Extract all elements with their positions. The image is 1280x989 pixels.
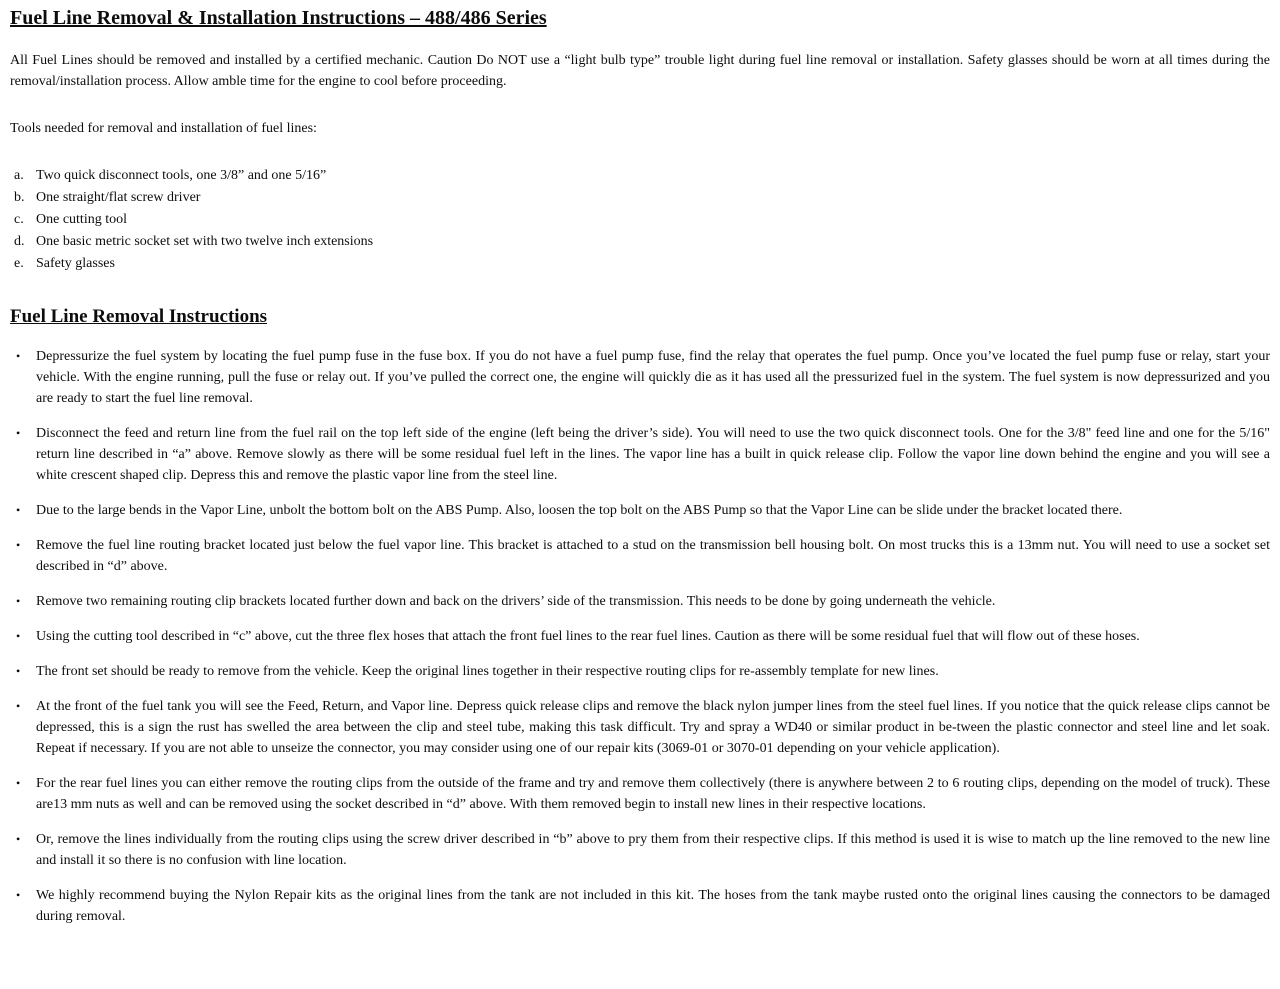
- step-text: Depressurize the fuel system by locating the fuel pump fuse in the fuse box. If you do not have a fuel pump fuse, find the relay that operates the fuel pump. Once you’ve located the fuel pump fuse or relay, start your vehicle. With the engine running, pull the fuse or relay out. If you’ve pulled the correct one, the engine will quickly die as it has used all the pressurized fuel in the system. The fuel system is now depressurized and you are ready to start the fuel line removal.: [36, 349, 1270, 406]
- intro-paragraph: All Fuel Lines should be removed and installed by a certified mechanic. Caution Do NOT use a “light bulb type” trouble light during fuel line removal or installation. Safety glasses should be worn at all times during the removal/installation process. Allow amble time for the engine to cool before proceeding.: [10, 53, 1270, 89]
- section-title: Fuel Line Removal Instructions: [10, 306, 268, 327]
- step-text: The front set should be ready to remove from the vehicle. Keep the original lines together in their respective routing clips for re-assembly template for new lines.: [36, 664, 939, 679]
- bullet-icon: •: [16, 538, 21, 552]
- step-item: [10, 829, 1270, 871]
- tool-marker: a.: [14, 168, 24, 183]
- bullet-icon: •: [16, 594, 21, 608]
- bullet-icon: •: [16, 426, 21, 440]
- tool-marker: d.: [14, 234, 25, 249]
- step-text: For the rear fuel lines you can either remove the routing clips from the outside of the frame and try and remove them collectively (there is anywhere between 2 to 6 routing clips, depending on the model of truck). These are13 mm nuts as well and can be removed using the socket described in “d” above. With them removed begin to install new lines in their respective locations.: [36, 776, 1270, 812]
- step-item: [10, 696, 1270, 759]
- bullet-icon: •: [16, 664, 21, 678]
- tools-intro-paragraph: Tools needed for removal and installation of fuel lines:: [10, 121, 317, 136]
- step-item: [10, 346, 1270, 409]
- bullet-icon: •: [16, 832, 21, 846]
- step-item: [10, 423, 1270, 486]
- tool-item: [10, 187, 1270, 209]
- page-title: Fuel Line Removal & Installation Instructions – 488/486 Series: [10, 7, 547, 29]
- bullet-icon: •: [16, 349, 21, 363]
- tool-item: [10, 165, 1270, 187]
- tools-list: [10, 165, 1270, 275]
- step-text: Disconnect the feed and return line from the fuel rail on the top left side of the engine (left being the driver’s side). You will need to use the two quick disconnect tools. One for the 3/8" feed line and one for the 5/16" return line described in “a” above. Remove slowly as there will be some residual fuel left in the lines. The vapor line has a built in quick release clip. Follow the vapor line down behind the engine and you will see a white crescent shaped clip. Depress this and remove the plastic vapor line from the steel line.: [36, 426, 1270, 483]
- step-text: Using the cutting tool described in “c” above, cut the three flex hoses that attach the front fuel lines to the rear fuel lines. Caution as there will be some residual fuel that will flow out of these hoses.: [36, 629, 1140, 644]
- tool-text: Two quick disconnect tools, one 3/8” and one 5/16”: [36, 168, 327, 183]
- step-item: [10, 885, 1270, 927]
- step-text: Remove the fuel line routing bracket located just below the fuel vapor line. This bracket is attached to a stud on the transmission bell housing bolt. On most trucks this is a 13mm nut. You will need to use a socket set described in “d” above.: [36, 538, 1270, 574]
- bullet-icon: •: [16, 503, 21, 517]
- tool-item: [10, 253, 1270, 275]
- tool-marker: e.: [14, 256, 24, 271]
- tool-marker: c.: [14, 212, 24, 227]
- steps-list: [10, 346, 1270, 927]
- step-text: Or, remove the lines individually from the routing clips using the screw driver described in “b” above to pry them from their respective clips. If this method is used it is wise to match up the line removed to the new line and install it so there is no confusion with line location.: [36, 832, 1270, 868]
- step-text: Remove two remaining routing clip brackets located further down and back on the drivers’ side of the transmission. This needs to be done by going underneath the vehicle.: [36, 594, 996, 609]
- tool-item: [10, 209, 1270, 231]
- step-item: [10, 500, 1270, 521]
- step-text: At the front of the fuel tank you will see the Feed, Return, and Vapor line. Depress quick release clips and remove the black nylon jumper lines from the steel fuel lines. If you notice that the quick release clips cannot be depressed, this is a sign the rust has swelled the area between the clip and steel tube, making this task difficult. Try and spray a WD40 or similar product in be-tween the plastic connector and steel line and let soak. Repeat if necessary. If you are not able to unseize the connector, you may consider using one of our repair kits (3069-01 or 3070-01 depending on your vehicle application).: [36, 699, 1270, 756]
- tool-marker: b.: [14, 190, 25, 205]
- step-item: [10, 626, 1270, 647]
- bullet-icon: •: [16, 699, 21, 713]
- step-item: [10, 591, 1270, 612]
- tool-text: One basic metric socket set with two twelve inch extensions: [36, 234, 374, 249]
- tool-item: [10, 231, 1270, 253]
- step-text: We highly recommend buying the Nylon Repair kits as the original lines from the tank are not included in this kit. The hoses from the tank maybe rusted onto the original lines causing the connectors to be damaged during removal.: [36, 888, 1270, 924]
- tool-text: One cutting tool: [36, 212, 127, 227]
- step-text: Due to the large bends in the Vapor Line, unbolt the bottom bolt on the ABS Pump. Also, loosen the top bolt on the ABS Pump so that the Vapor Line can be slide under the bracket located there.: [36, 503, 1123, 518]
- step-item: [10, 773, 1270, 815]
- step-item: [10, 661, 1270, 682]
- step-item: [10, 535, 1270, 577]
- bullet-icon: •: [16, 776, 21, 790]
- bullet-icon: •: [16, 629, 21, 643]
- tool-text: Safety glasses: [36, 256, 115, 271]
- tool-text: One straight/flat screw driver: [36, 190, 201, 205]
- bullet-icon: •: [16, 888, 21, 902]
